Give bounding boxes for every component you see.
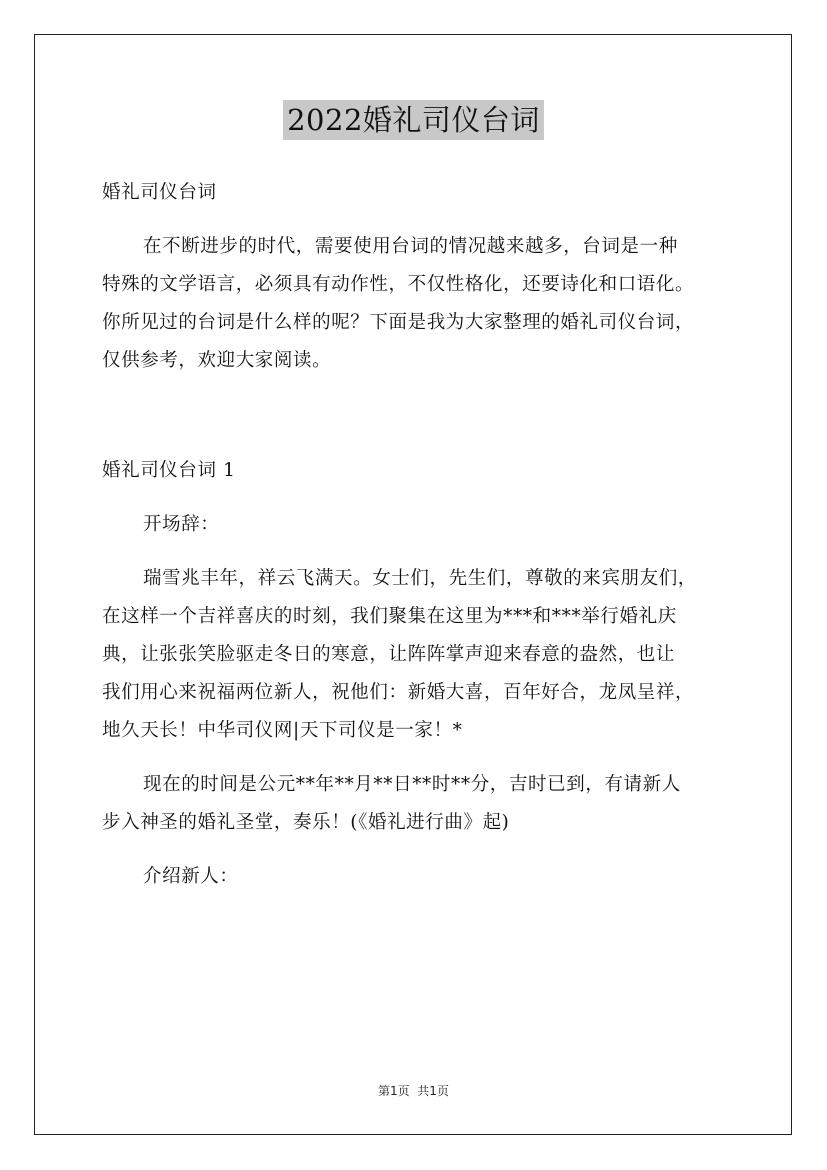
page-footer: 第1页 共1页 — [378, 1084, 449, 1098]
opening-line: 地久天长！中华司仪网|天下司仪是一家！* — [102, 720, 463, 741]
intro-line: 在不断进步的时代，需要使用台词的情况越来越多，台词是一种 — [143, 236, 678, 257]
opening-line: 典，让张张笑脸驱走冬日的寒意，让阵阵掌声迎来春意的盎然，也让 — [102, 644, 676, 665]
document-title: 2022婚礼司仪台词 — [283, 100, 544, 140]
section-title: 婚礼司仪台词 1 — [102, 460, 236, 481]
intro-line: 特殊的文学语言，必须具有动作性，不仅性格化，还要诗化和口语化。 — [102, 274, 695, 295]
opening-label: 开场辞： — [143, 514, 220, 535]
opening-line: 瑞雪兆丰年，祥云飞满天。女士们，先生们，尊敬的来宾朋友们， — [143, 568, 697, 589]
intro-line: 仅供参考，欢迎大家阅读。 — [102, 350, 332, 371]
opening-line: 我们用心来祝福两位新人，祝他们：新婚大喜，百年好合，龙凤呈祥， — [102, 682, 695, 703]
document-body — [102, 174, 738, 896]
document-heading: 婚礼司仪台词 — [102, 182, 217, 203]
opening-line: 在这样一个吉祥喜庆的时刻，我们聚集在这里为***和***举行婚礼庆 — [102, 606, 677, 627]
time-line: 现在的时间是公元**年**月**日**时**分，吉时已到，有请新人 — [143, 774, 681, 795]
title-container — [0, 100, 827, 140]
intro-couple-label: 介绍新人： — [143, 866, 239, 887]
time-line: 步入神圣的婚礼圣堂，奏乐！(《婚礼进行曲》起) — [102, 812, 510, 833]
intro-line: 你所见过的台词是什么样的呢？下面是我为大家整理的婚礼司仪台词， — [102, 312, 695, 333]
